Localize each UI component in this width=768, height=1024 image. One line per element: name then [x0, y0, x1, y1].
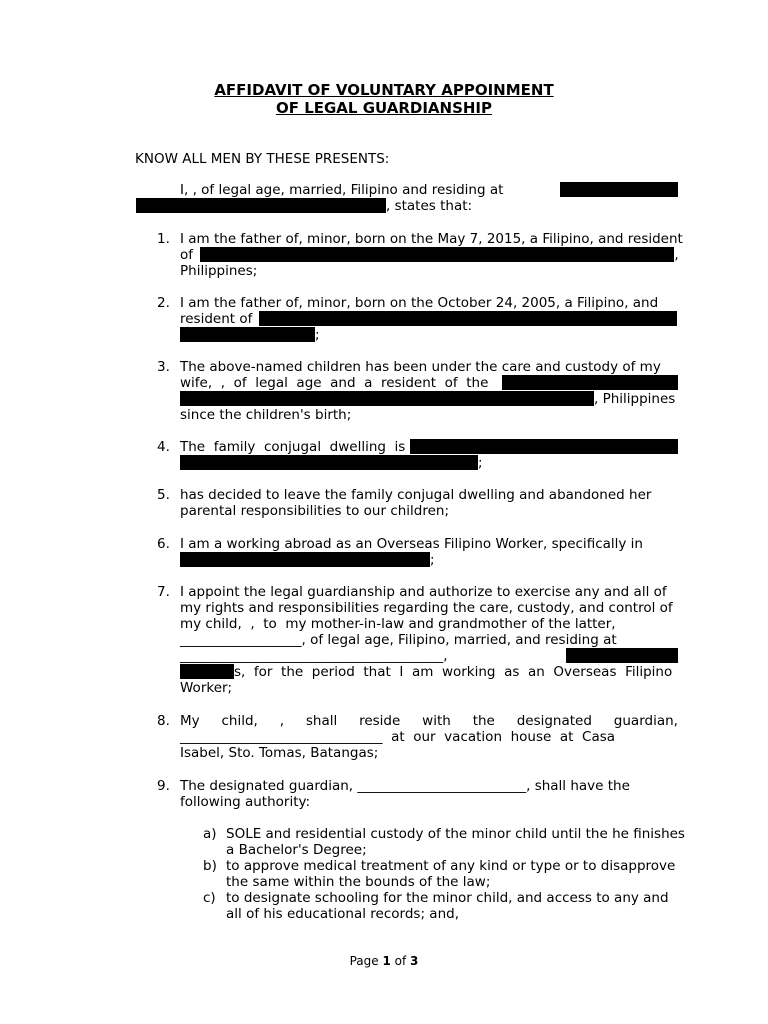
subitem-b-line2: the same within the bounds of the law;: [226, 874, 491, 890]
item4-line2: [180, 455, 483, 471]
item2-line1: I am the father of, minor, born on the October 24, 2005, a Filipino, and: [180, 295, 659, 311]
redaction-block: [180, 455, 478, 470]
item7-blank: _______________________________________,: [180, 648, 448, 664]
item7-line4: __________________, of legal age, Filipino, married, and residing at: [180, 632, 617, 648]
item-number: 7.: [157, 584, 170, 600]
item8-word: reside: [359, 713, 401, 729]
redaction-block: [502, 375, 678, 390]
subitem-a-line2: a Bachelor's Degree;: [226, 842, 367, 858]
item3-line1: The above-named children has been under the care and custody of my: [180, 359, 661, 375]
item-number: 6.: [157, 536, 170, 552]
subitem-label: b): [203, 858, 217, 874]
item9-line1: The designated guardian, _________________________, shall have the: [180, 778, 630, 794]
item7-line6: [180, 664, 672, 680]
subitem-b-line1: to approve medical treatment of any kind or type or to disapprove: [226, 858, 676, 874]
intro-line-2: [136, 198, 472, 214]
intro-text: I, , of legal age, married, Filipino and residing at: [180, 182, 504, 198]
item8-word: the: [472, 713, 495, 729]
item5-line1: has decided to leave the family conjugal dwelling and abandoned her: [180, 487, 652, 503]
page-footer: [0, 954, 768, 968]
item8-line3: Isabel, Sto. Tomas, Batangas;: [180, 745, 379, 761]
item1-line3: Philippines;: [180, 263, 258, 279]
redaction-block: [566, 648, 678, 663]
subitem-a-line1: SOLE and residential custody of the minor child until the he finishes: [226, 826, 685, 842]
item2-line2: [180, 311, 677, 327]
item8-word: guardian,: [613, 713, 678, 729]
item3-line4: since the children's birth;: [180, 407, 352, 423]
item-number: 8.: [157, 713, 170, 729]
subitem-c-line2: all of his educational records; and,: [226, 906, 459, 922]
item4-line1: [180, 439, 678, 455]
opening-line: KNOW ALL MEN BY THESE PRESENTS:: [135, 151, 390, 167]
item7-line5: [180, 648, 678, 664]
item5-line2: parental responsibilities to our children;: [180, 503, 450, 519]
redaction-block: [136, 198, 386, 213]
item-number: 5.: [157, 487, 170, 503]
item6-semicolon: ;: [430, 552, 435, 568]
item8-word: with: [422, 713, 451, 729]
item-number: 4.: [157, 439, 170, 455]
subitem-label: a): [203, 826, 217, 842]
footer-prefix: Page: [349, 954, 383, 968]
item8-line2: ______________________________ at our vacation house at Casa: [180, 729, 616, 745]
item8-word: shall: [305, 713, 338, 729]
item7-line2: my rights and responsibilities regarding the care, custody, and control of: [180, 600, 673, 616]
item7-line7: Worker;: [180, 680, 233, 696]
item3-philippines: , Philippines: [594, 391, 676, 407]
item-number: 1.: [157, 231, 170, 247]
intro-line-1: [180, 182, 678, 198]
item8-line1: [180, 713, 678, 729]
item8-word: child,: [221, 713, 258, 729]
item-number: 2.: [157, 295, 170, 311]
item1-comma: ,: [674, 247, 679, 263]
item1-of: of: [180, 247, 194, 263]
item6-line1: I am a working abroad as an Overseas Filipino Worker, specifically in: [180, 536, 643, 552]
item2-semicolon: ;: [315, 327, 320, 343]
item9-line2: following authority:: [180, 794, 311, 810]
item7-line1: I appoint the legal guardianship and authorize to exercise any and all of: [180, 584, 667, 600]
item1-line1: I am the father of, minor, born on the May 7, 2015, a Filipino, and resident: [180, 231, 683, 247]
item4-text: The family conjugal dwelling is: [180, 439, 406, 455]
item7-period: s, for the period that I am working as an Overseas Filipino: [234, 664, 673, 680]
redaction-block: [180, 327, 315, 342]
item2-resident-of: resident of: [180, 311, 253, 327]
redaction-block: [560, 182, 678, 197]
document-title-line1: AFFIDAVIT OF VOLUNTARY APPOINMENT: [214, 81, 554, 99]
item1-line2: [180, 247, 678, 263]
item-number: 9.: [157, 778, 170, 794]
item8-word: My: [180, 713, 200, 729]
redaction-block: [180, 552, 430, 567]
footer-current-page: 1: [382, 954, 391, 968]
footer-total-pages: 3: [410, 954, 419, 968]
item2-line3: [180, 327, 320, 343]
item3-wife-text: wife, , of legal age and a resident of the: [180, 375, 489, 391]
redaction-block: [259, 311, 677, 326]
item7-line3: my child, , to my mother-in-law and grandmother of the latter,: [180, 616, 616, 632]
item-number: 3.: [157, 359, 170, 375]
document-title-line2: OF LEGAL GUARDIANSHIP: [275, 99, 493, 117]
subitem-label: c): [203, 890, 216, 906]
item3-line3: [180, 391, 675, 407]
redaction-block: [180, 391, 594, 406]
footer-mid: of: [390, 954, 411, 968]
intro-suffix: , states that:: [386, 198, 473, 214]
subitem-c-line1: to designate schooling for the minor child, and access to any and: [226, 890, 669, 906]
redaction-block: [180, 664, 234, 679]
item6-line2: [180, 552, 435, 568]
redaction-block: [200, 247, 674, 262]
redaction-block: [410, 439, 678, 454]
item8-word: designated: [516, 713, 592, 729]
item8-word: ,: [279, 713, 284, 729]
item3-line2: [180, 375, 678, 391]
item4-semicolon: ;: [478, 455, 483, 471]
